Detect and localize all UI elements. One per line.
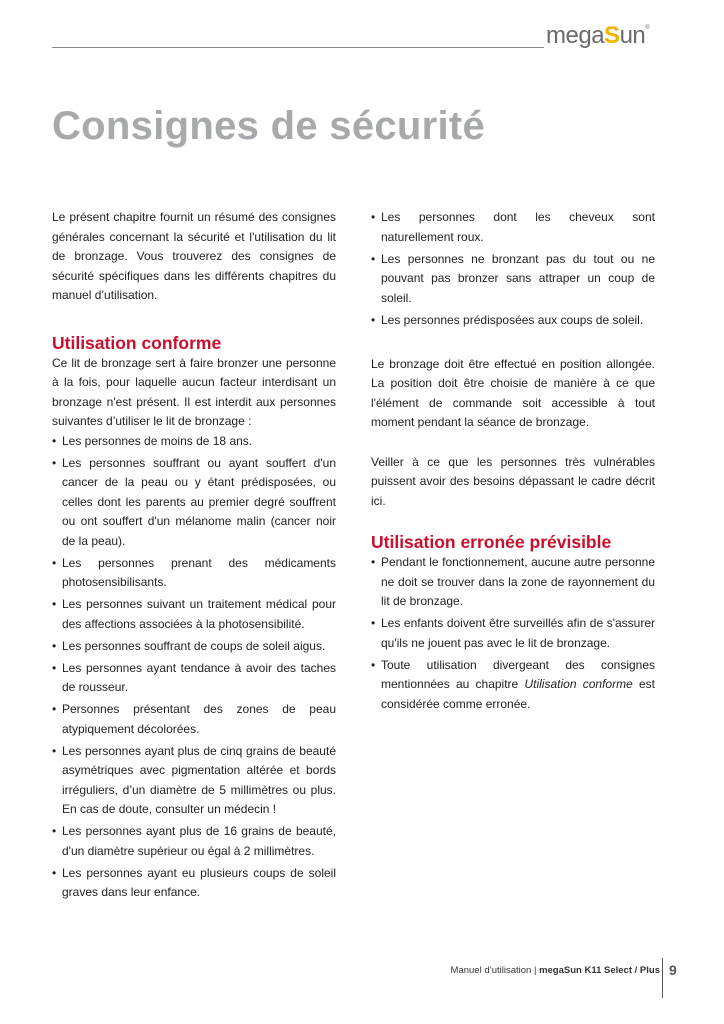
logo-highlight: S xyxy=(604,22,620,49)
list-item: • Les personnes ayant plus de cinq grains de beauté asymétriques avec pigmentation altérée et bords irréguliers, d’un diamètre de 5 millimètres ou plus. En cas de doute, consulter un médecin ! xyxy=(52,742,336,820)
footer-divider xyxy=(662,958,663,998)
list-item: • Les personnes prédisposées aux coups de soleil. xyxy=(371,311,655,331)
list-item: • Les personnes ayant eu plusieurs coups de soleil graves dans leur enfance. xyxy=(52,864,336,903)
list-item: • Les personnes souffrant ou ayant souffert d'un cancer de la peau ou y étant prédisposées, ou celles dont les parents au premier degré souffrent ou ont souffert d'un mélanome malin (cancer noir de la peau). xyxy=(52,454,336,552)
footer-text xyxy=(451,965,660,976)
list-item: • Personnes présentant des zones de peau atypiquement décolorées. xyxy=(52,700,336,739)
intro-paragraph: Le présent chapitre fournit un résumé des consignes générales concernant la sécurité et l'utilisation du lit de bronzage. Vous trouverez des consignes de sécurité spécifiques dans les différents chapitres du manuel d’utilisation. xyxy=(52,210,336,302)
section-heading-utilisation-erronee: Utilisation erronée prévisible xyxy=(371,532,612,552)
section-paragraph: Ce lit de bronzage sert à faire bronzer une personne à la fois, pour laquelle aucun facteur interdisant un bronzage n'est présent. Il est interdit aux personnes suivantes d’utiliser le lit de bronzage : xyxy=(52,355,336,428)
position-paragraph: Le bronzage doit être effectué en position allongée. La position doit être choisie de manière à ce que l'élément de commande soit accessible à tout moment pendant la séance de bronzage. xyxy=(371,356,655,429)
section-heading-utilisation-conforme: Utilisation conforme xyxy=(52,332,222,353)
list-item: • Les personnes dont les cheveux sont naturellement roux. xyxy=(371,208,655,247)
logo-suffix: un xyxy=(619,22,646,49)
page-title: Consignes de sécurité xyxy=(52,104,486,148)
list-item: • Les personnes ne bronzant pas du tout ou ne pouvant pas bronzer sans attraper un coup de soleil. xyxy=(371,250,655,309)
right-column xyxy=(371,208,655,717)
megasun-logo xyxy=(546,22,649,50)
vulnerable-paragraph: Veiller à ce que les personnes très vulnérables puissent avoir des besoins dépassant le cadre décrit ici. xyxy=(371,454,655,508)
list-item: • Les personnes de moins de 18 ans. xyxy=(52,432,336,452)
list-item: • Les personnes ayant tendance à avoir des taches de rousseur. xyxy=(52,659,336,698)
page-number: 9 xyxy=(669,962,677,978)
list-item: • Les enfants doivent être surveillés afin de s'assurer qu'ils ne jouent pas avec le lit de bronzage. xyxy=(371,614,655,653)
left-column xyxy=(52,208,336,905)
chapter-reference: Utilisation conforme xyxy=(524,677,633,691)
list-item: • Les personnes prenant des médicaments photosensibilisants. xyxy=(52,554,336,593)
misuse-list xyxy=(371,553,655,714)
forbidden-persons-list-continued xyxy=(371,208,655,330)
list-item: • Les personnes ayant plus de 16 grains de beauté, d'un diamètre supérieur ou égal à 2 millimètres. xyxy=(52,822,336,861)
logo-prefix: mega xyxy=(546,22,605,49)
forbidden-persons-list xyxy=(52,432,336,903)
list-item: • Pendant le fonctionnement, aucune autre personne ne doit se trouver dans la zone de rayonnement du lit de bronzage. xyxy=(371,553,655,612)
header-rule xyxy=(52,47,544,48)
registered-mark: ® xyxy=(645,25,650,31)
list-item: • Toute utilisation divergeant des consignes mentionnées au chapitre Utilisation conforme est considérée comme erronée. xyxy=(371,656,655,715)
footer-product-name: megaSun K11 Select / Plus xyxy=(539,965,660,976)
list-item: • Les personnes souffrant de coups de soleil aigus. xyxy=(52,637,336,657)
footer-manual-label: Manuel d’utilisation | xyxy=(450,965,540,976)
list-item: • Les personnes suivant un traitement médical pour des affections associées à la photosensibilité. xyxy=(52,595,336,634)
